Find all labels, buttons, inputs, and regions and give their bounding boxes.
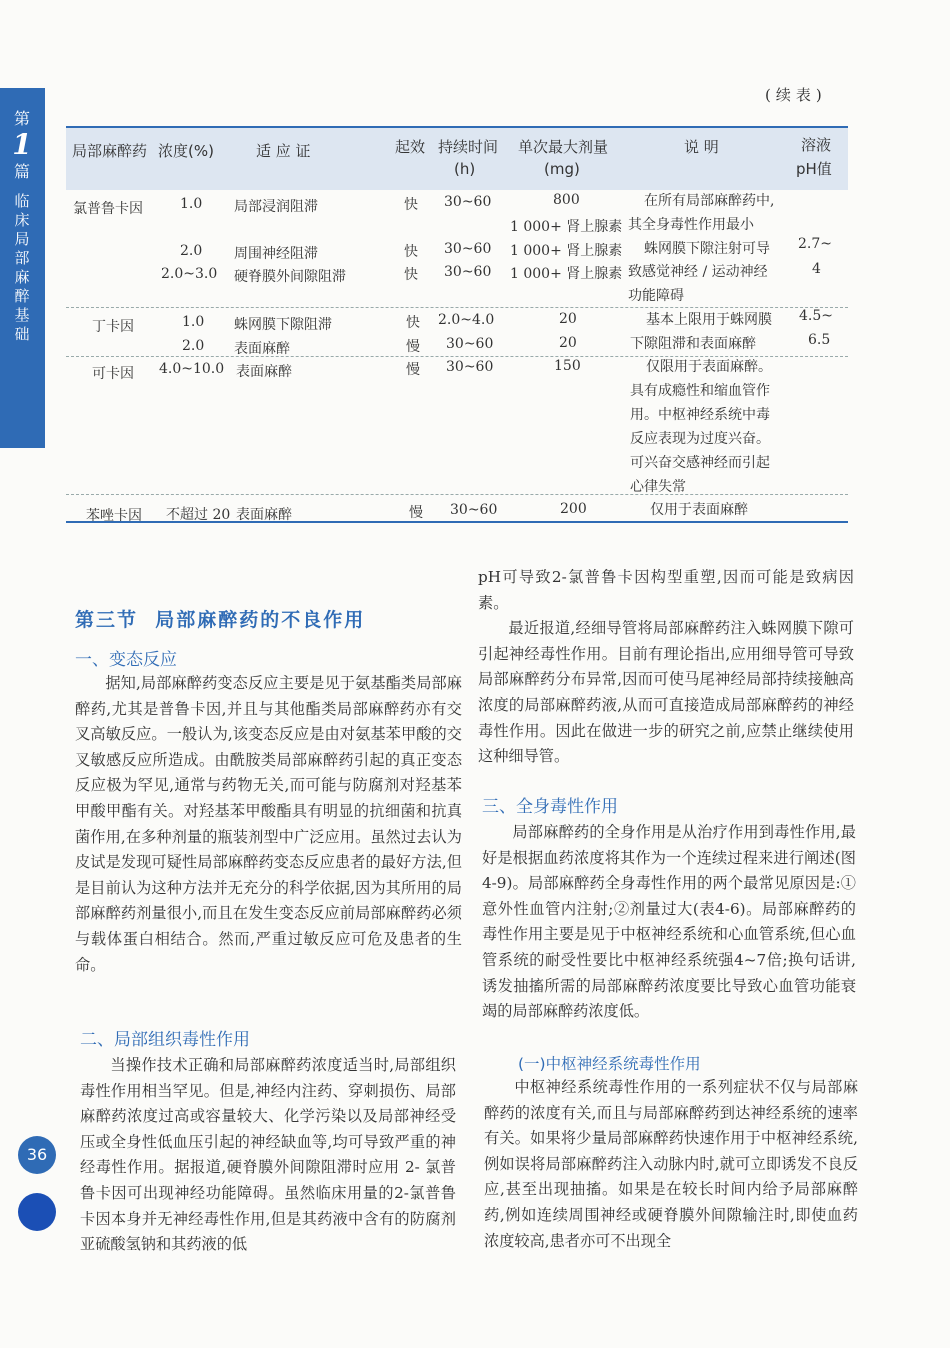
heading-cns-toxicity: (一)中枢神经系统毒性作用	[518, 1055, 701, 1073]
table-bottom-rule	[66, 521, 848, 523]
row-divider	[66, 307, 848, 308]
row-drug: 可卡因	[92, 366, 134, 382]
row-drug: 丁卡因	[92, 319, 134, 335]
table-header: 局部麻醉药 浓度(%) 适 应 证 起效 持续时间 (h) 单次最大剂量 (mg) 说 明 溶液 pH值	[66, 126, 848, 190]
page-number: 36	[18, 1136, 56, 1174]
right-column: pH可导致2-氯普鲁卡因构型重塑,因而可能是致病因素。 最近报道,经细导管将局部麻醉药注入蛛网膜下隙可引起神经毒性作用。目前有理论指出,应用细导管可导致局部麻醉药分布异常,因而可使马尾神经局部持续接触高浓度的局部麻醉药液,从而可直接造成局部麻醉药的神经毒性作用。因此在做进一步的研究之前,应禁止继续使用这种细导管。	[478, 568, 854, 766]
heading-systemic-toxicity: 三、全身毒性作用	[482, 797, 618, 817]
table-continued-label: (续表)	[765, 86, 827, 104]
row-drug: 氯普鲁卡因	[73, 201, 143, 217]
heading-allergy: 一、变态反应	[75, 650, 177, 670]
chapter-label: 第 1 篇 临床局部麻醉基础	[8, 108, 36, 344]
page-decoration-dot	[18, 1193, 56, 1231]
chapter-title: 临床局部麻醉基础	[14, 192, 30, 343]
left-paragraph-1: 据知,局部麻醉药变态反应主要是见于氨基酯类局部麻醉药,尤其是普鲁卡因,并且与其他酯类局部麻醉药亦有交叉高敏反应。一般认为,该变态反应是由对氨基苯甲酸的交叉敏感反应所造成。由酰胺类局部麻醉药引起的真正变态反应极为罕见,通常与药物无关,而可能与防腐剂对羟基苯甲酸甲酯有关。对羟基苯甲酸酯具有明显的抗细菌和抗真菌作用,在多种剂量的瓶装剂型中广泛应用。虽然过去认为皮试是发现可疑性局部麻醉药变态反应患者的最好方法,但是目前认为这种方法并无充分的科学依据,因为其所用的局部麻醉药剂量很小,而且在发生变态反应前局部麻醉药必须与载体蛋白相结合。然而,严重过敏反应可危及患者的生命。	[75, 674, 462, 974]
section-title: 第三节 局部麻醉药的不良作用	[75, 609, 366, 631]
heading-local-tissue-toxicity: 二、局部组织毒性作用	[80, 1030, 250, 1050]
right-paragraph-cns: 中枢神经系统毒性作用的一系列症状不仅与局部麻醉药的浓度有关,而且与局部麻醉药到达神经系统的速率有关。如果将少量局部麻醉药快速作用于中枢神经系统,例如误将局部麻醉药注入动脉内时,就可立即诱发不良反应,甚至出现抽搐。如果是在较长时间内给予局部麻醉药,例如连续周围神经或硬脊膜外间隙输注时,即使血药浓度较高,患者亦可不出现全	[484, 1078, 858, 1250]
right-paragraph-systemic: 局部麻醉药的全身作用是从治疗作用到毒性作用,最好是根据血药浓度将其作为一个连续过程来进行阐述(图4-9)。局部麻醉药全身毒性作用的两个最常见原因是:①意外性血管内注射;②剂量过大(表4-6)。局部麻醉药的毒性作用主要是见于中枢神经系统和心血管系统,但心血管系统的耐受性要比中枢神经系统强4~7倍;换句话讲,诱发抽搐所需的局部麻醉药浓度要比导致心血管功能衰竭的局部麻醉药浓度低。	[482, 823, 856, 1021]
left-paragraph-2: 当操作技术正确和局部麻醉药浓度适当时,局部组织毒性作用相当罕见。但是,神经内注药、穿刺损伤、局部麻醉药浓度过高或容量较大、化学污染以及局部神经受压或全身性低血压引起的神经缺血等,均可导致严重的神经毒性作用。据报道,硬脊膜外间隙阻滞时应用 2- 氯普鲁卡因可出现神经功能障碍。虽然临床用量的2-氯普鲁卡因本身并无神经毒性作用,但是其药液中含有的防腐剂亚硫酸氢钠和其药液的低	[80, 1056, 456, 1254]
row-drug: 苯唑卡因	[86, 508, 142, 524]
row-divider	[66, 494, 848, 495]
